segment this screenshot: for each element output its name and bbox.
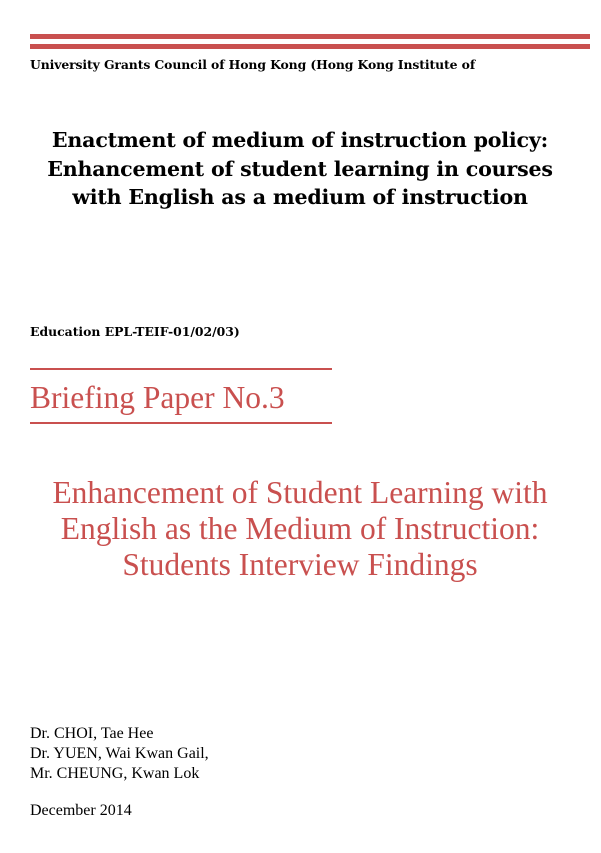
- author-name: Mr. CHEUNG, Kwan Lok: [30, 765, 200, 782]
- briefing-rule-bottom: [30, 422, 332, 424]
- top-rule: [30, 44, 590, 49]
- briefing-rule-top: [30, 368, 332, 370]
- project-code: Education EPL-TEIF-01/02/03): [30, 324, 240, 339]
- author-name: Dr. CHOI, Tae Hee: [30, 725, 154, 742]
- funder-line: University Grants Council of Hong Kong (Hong Kong Institute of: [30, 57, 476, 72]
- top-rule: [30, 34, 590, 39]
- author-name: Dr. YUEN, Wai Kwan Gail,: [30, 745, 209, 762]
- publication-date: December 2014: [30, 802, 132, 819]
- briefing-paper-label: Briefing Paper No.3: [30, 380, 285, 415]
- paper-title: Enhancement of Student Learning with English as the Medium of Instruction: Students Interview Findings: [52, 475, 548, 582]
- project-title: Enactment of medium of instruction policy: Enhancement of student learning in courses with English as a medium of instruction: [47, 128, 553, 209]
- author-list: [30, 724, 209, 784]
